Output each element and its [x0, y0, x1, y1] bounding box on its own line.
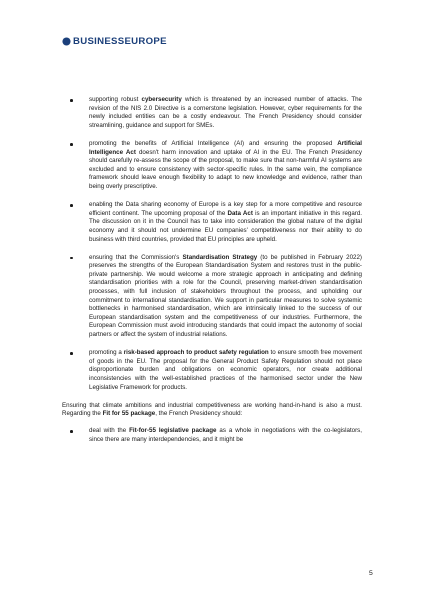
logo-word-europe: EUROPE: [124, 36, 167, 47]
bullet-text-pre: supporting robust: [89, 96, 142, 103]
bullet-text-bold: Artificial Intelligence Act: [89, 139, 362, 156]
paragraph-text-post: , the French Presidency should:: [155, 410, 243, 418]
businesseurope-logo: [62, 36, 167, 47]
bullet-text-post: as a whole in negotiations with the co-legislators, since there are many interdependencies, and it might be: [89, 426, 362, 443]
bullet-text-post: which is threatened by an increased number of attacks. The revision of the NIS 2.0 Directive is a cornerstone legislation. However, cyber requirements for the newly included entities can be a costly endeavour. The French Presidency should consider streamlining, guidance and support for SMEs.: [89, 96, 362, 129]
bullet-text-pre: enabling the Data sharing economy of Europe is a key step for a more competitive and resource efficient continent. The upcoming proposal of the: [89, 201, 362, 217]
paragraph-text-pre: Ensuring that climate ambitions and industrial competitiveness are working hand-in-hand is also a must. Regarding the: [62, 401, 362, 418]
bullet-text-pre: promoting a: [89, 349, 124, 357]
bullet-text-bold: Fit-for-55 legislative package: [129, 426, 217, 434]
bullet-text-post: is an important initiative in this regard. The discussion on it in the Council has to take into consideration the global nature of the digital economy and it should not undermine EU companies' competitiveness nor their ability to do business with third countries, provided that EU principles are upheld.: [89, 209, 363, 243]
paragraph-text-bold: Fit for 55 package: [102, 410, 156, 418]
bullet-text-post: doesn't harm innovation and uptake of AI in the EU. The French Presidency should carefully re-assess the scope of the proposal, to make sure that non-harmful AI systems are excluded and to ensure consistency with sector-specific rules. In the same vein, the compliance framework should leave enough flexibility to adapt to new knowledge and evidence, rather than being overly prescriptive.: [89, 148, 362, 190]
bullet-fit-for-55-package: [62, 427, 362, 444]
bullet-dot: [70, 143, 73, 146]
bullet-standardisation: [62, 254, 362, 340]
bullet-text-post: (to be published in February 2022) preserves the strengths of the European Standardisation System and restores trust in the public-private partnership. We would welcome a more strategic approach in anticipating and defining standardisation priorities with a role for the Council, preserving market-driven standardisation processes, with full inclusion of stakeholders throughout the process, and upholding our commitment to international standardisation. We support in particular measures to solve systemic bottlenecks in harmonised standardisation, which are intrinsically linked to the success of our European standardisation system and the competitiveness of our industries. Furthermore, the European Commission must avoid introducing standards that could impact the autonomy of social partners or affect the system of industrial relations.: [89, 253, 362, 339]
bullet-text-bold: Standardisation Strategy: [182, 253, 258, 261]
bullet-dot: [70, 257, 73, 260]
bullet-text-bold: risk-based approach to product safety regulation: [123, 349, 269, 357]
fit-for-55-list: [62, 427, 362, 444]
bullet-dot: [70, 352, 73, 355]
bullet-product-safety: [62, 349, 362, 392]
businesseurope-star-icon: [62, 37, 71, 46]
bullet-text-pre: promoting the benefits of Artificial Intelligence (AI) and ensuring the proposed: [89, 139, 338, 147]
document-body: [62, 96, 362, 454]
logo-word-business: BUSINESS: [73, 36, 125, 47]
bullet-text-post: to ensure smooth free movement of goods in the EU. The proposal for the General Product Safety Regulation should not place disproportionate burden and obligations on economic operators, nor create additional inconsistencies with the well-established practices of the harmonised sector under the New Legislative Framework for products.: [89, 349, 362, 391]
bullet-data-act: [62, 201, 362, 244]
bullet-dot: [70, 430, 73, 433]
bullet-cybersecurity: [62, 96, 362, 130]
page-number: 5: [369, 570, 373, 577]
bullet-text-pre: ensuring that the Commission's: [89, 253, 183, 261]
bullet-text-pre: deal with the: [89, 426, 130, 434]
recommendations-list: [62, 96, 362, 392]
fit-for-55-intro-paragraph: [62, 402, 362, 419]
bullet-text-bold: cybersecurity: [141, 96, 182, 103]
bullet-text-bold: Data Act: [227, 209, 253, 217]
bullet-ai-act: [62, 140, 362, 192]
bullet-dot: [70, 204, 73, 207]
bullet-dot: [70, 99, 73, 102]
